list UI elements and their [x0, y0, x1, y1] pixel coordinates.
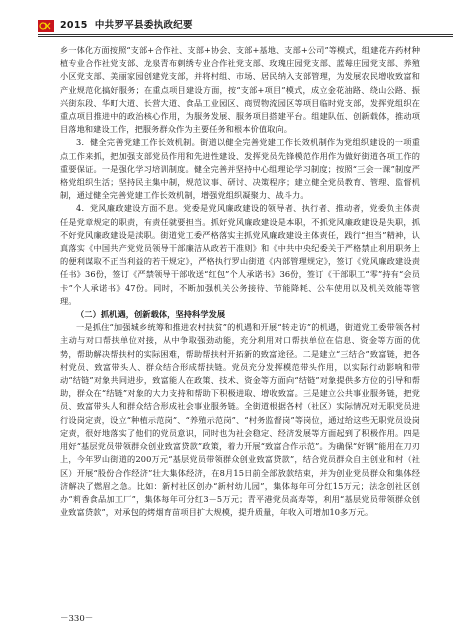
party-emblem-icon — [38, 20, 54, 32]
header-rule — [38, 34, 453, 35]
header-text: 中共罗平县委执政纪要 — [94, 20, 193, 31]
paragraph: 3．健全完善党建工作长效机制。街道以健全完善党建工作长效机制作为党组织建设的一项重点工作来抓，把加强支部党员作用和先进性建设、发挥党员先锋模范作用作为做好街道各项工作的重要保证。一是强化学习培训制度。健全完善并坚持中心组理论学习制度；按照“三会一课”制度严格党组织生活；坚持民主集中制，规范议事、研讨、决策程序；建立健全党员教育、管理、监督机制，通过健全完善党建工作长效机制，增强党组织凝聚力、战斗力。 — [60, 137, 420, 201]
header-title — [60, 18, 193, 34]
header-rule-thin — [38, 36, 453, 37]
page-number: －330－ — [60, 614, 94, 624]
paragraph: 4．党风廉政建设方面不息。党委是党风廉政建设的领导者、执行者、推动者，党委负主体责任是党章规定的职责，有责任就要担当。抓好党风廉政建设是本职，不抓党风廉政建设是失职，抓不好党风廉政建设是渎职。街道党工委严格落实主抓党风廉政建设主体责任，践行“担当”精神，认真落实《中国共产党党员领导干部廉洁从政若干准则》和《中共中央纪委关于严格禁止利用职务上的便利谋取不正当利益的若干规定》，严格执行罗山街道《内部管理规定》，签订《党风廉政建设责任书》36份，签订《严禁领导干部收送“红包”个人承诺书》36份，签订《干部职工“零”持有“会员卡”个人承诺书》47份。同时，不断加强机关公务接待、节能降耗、公车使用以及机关效能等管理。 — [60, 203, 420, 306]
section-heading: （二）抓机遇，创新载体，坚持科学发展 — [76, 309, 226, 320]
paragraph: 乡一体化方面按照“支部+合作社、支部+协会、支部+基地、支部+公司”等模式，组建花卉药材种植专业合作社党支部、龙泉青布刺绣专业合作社党支部、玫瑰庄园党支部、蓝莓庄园党支部、养殖小区党支部、美丽家园创建党支部，并将村组、市场、居民纳入支部管理，为发展农民增收致富和产业规范化搞好服务；在重点项目建设方面，按“支部+项目”模式，成立金花油路、绕山公路、振兴街东段、华町大道、长营大道、食品工业园区、商贸物流园区等项目临时党支部，发挥党组织在重点项目推进中的政治核心作用，为服务发展、服务项目搭建平台。组建队伍、创新载体，推动项目落地和建设工作，把服务群众作为主要任务和根本价值取向。 — [60, 45, 420, 135]
body-text — [60, 44, 420, 519]
running-header — [38, 18, 438, 34]
paragraph: 一是抓住“加强城乡统筹和推进农村扶贫”的机遇和开展“转走访”的机遇，街道党工委带领各村主动与对口帮扶单位对接，从中争取强劲动能，充分利用对口帮扶单位在信息、资金等方面的优势，帮助解决帮扶村的实际困难，帮助帮扶村开拓新的致富途径。二是建立“三结合”致富链，把各村党员、致富带头人、群众结合形成帮扶链。党员充分发挥模范带头作用，以实际行动影响和带动“结链”对象共同进步，致富能人在政策、技术、资金等方面向“结链”对象提供多方位的引导和帮助，群众在“结链”对象的大力支持和帮助下积极进取、增收致富。三是建立公共事业服务链，把党员、致富带头人和群众结合形成社会事业服务链。全街道根据各村（社区）实际情况对无职党员进行设岗定责，设立“种植示范岗”、“养殖示范岗”、“村务监督岗”等岗位，通过给这些无职党员设岗定责，很好地落实了他们的党员意识，同时也为社会稳定、经济发展等方面起到了积极作用。四是用好“基层党员带领群众创业致富贷款”政策，着力开展“致富合作示范”。为确保“好钢”能用在刀刃上，今年罗山街道的200万元“基层党员带领群众创业致富贷款”，结合党员群众自主创业和村（社区）开展“股份合作经济”壮大集体经济，在8月15日前全部放款结束，并为创业党员群众和集体经济解决了燃眉之急。比如：新村社区创办“新村幼儿园”，集体每年可分红15万元；法念创社区创办“莉香食品加工厂”，集体每年可分红3－5万元；青平港党员高寿等，利用“基层党员带领群众创业致富贷款”，对承包的烤烟育苗项目扩大规模，提升质量，年收入可增加10多万元。 — [60, 322, 420, 518]
header-year: 2015 — [60, 20, 88, 31]
